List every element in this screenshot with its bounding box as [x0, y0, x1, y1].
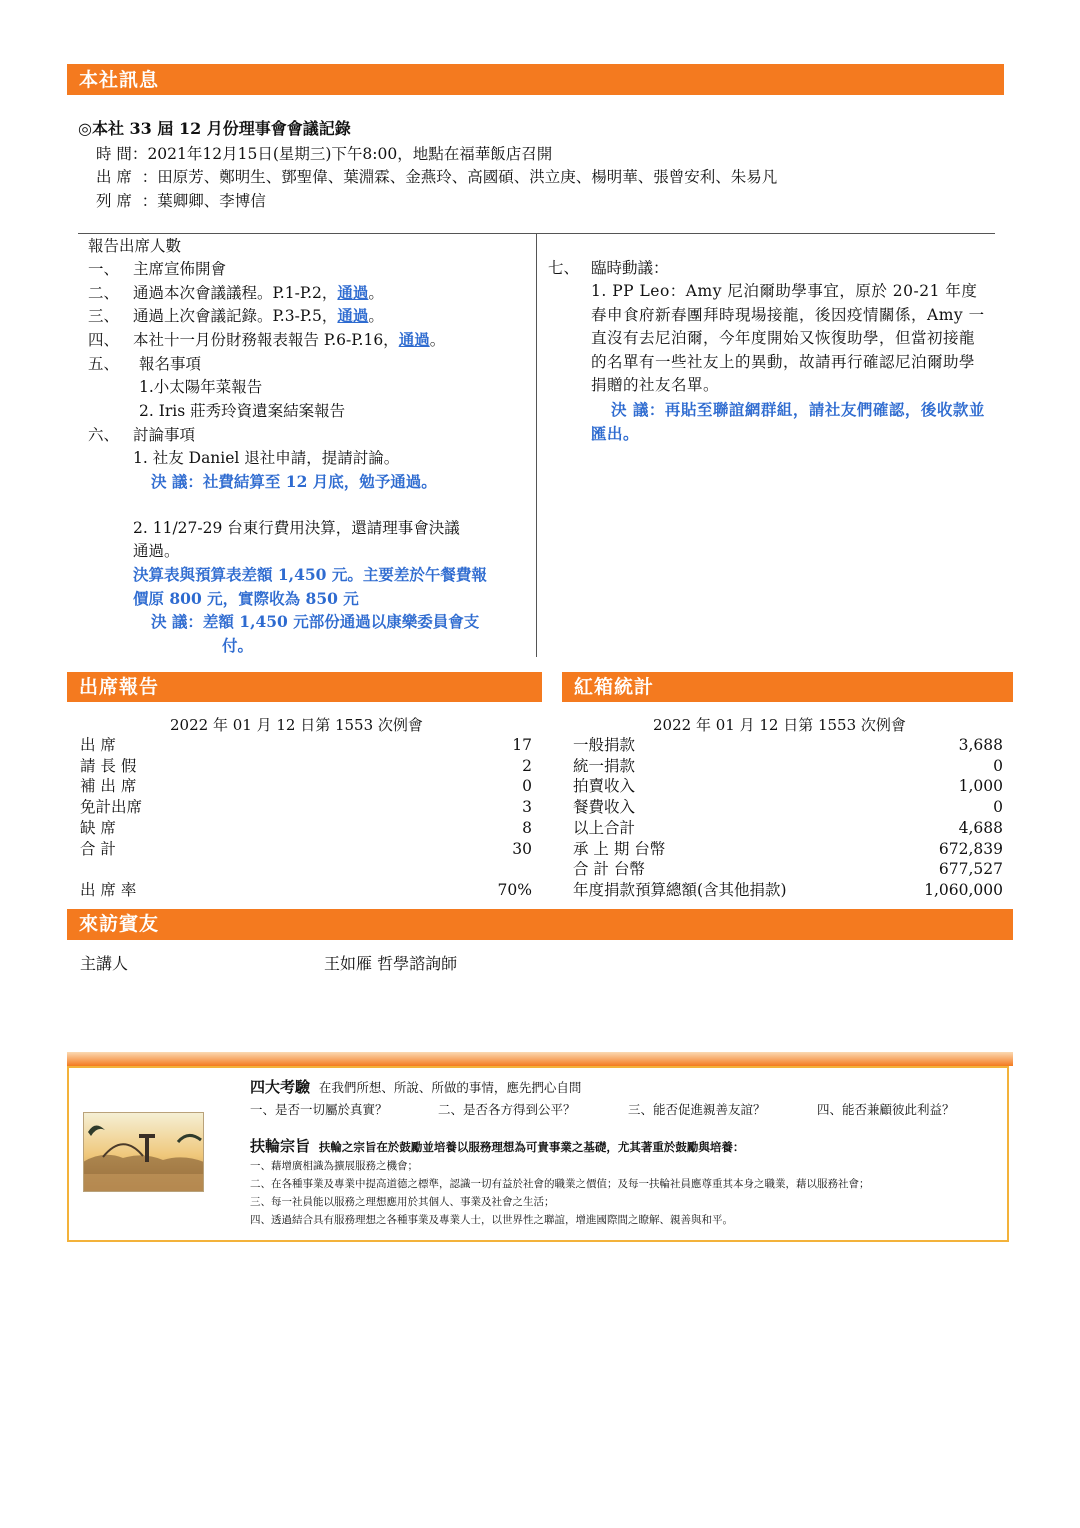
agenda-item-4-pass: 通過 — [398, 330, 430, 349]
attendance-row-value: 17 — [512, 736, 532, 754]
discussion-2-note-1: 決算表與預算表差額 1,450 元。主要差於午餐費報 — [133, 565, 487, 584]
agenda-num-4: 四、 — [88, 331, 120, 349]
test-q2: 二、是否各方得到公平？ — [438, 1102, 576, 1117]
test-q4: 四、能否兼顧彼此利益？ — [817, 1102, 955, 1117]
observer-value: ：葉卿卿、李博信 — [141, 192, 266, 210]
agenda-item-2-text: 通過本次會議議程。P.1-P.2， — [133, 284, 338, 302]
object-3: 三、每一社員能以服務之理想應用於其個人、事業及社會之生活； — [250, 1196, 555, 1208]
discussion-1-resolution: 決 議：社費結算至 12 月底，勉予通過。 — [151, 472, 437, 491]
discussion-2-resolution-1: 決 議：差額 1,450 元部份通過以康樂委員會支 — [151, 612, 480, 631]
meeting-title: ◎本社 33 屆 12 月份理事會會議記錄 — [78, 119, 351, 138]
attendance-row-label: 免計出席 — [80, 798, 143, 817]
speaker-value: 王如雁 哲學諮詢師 — [324, 954, 458, 973]
redbox-row-value: 672,839 — [938, 839, 1003, 858]
redbox-row-value: 1,000 — [958, 777, 1003, 796]
motion-1-resolution: 決 議：再貼至聯誼網群組，請社友們確認，後收款並匯出。 — [591, 400, 985, 443]
attendance-row-label: 補 出 席 — [80, 777, 137, 796]
object-4: 四、透過結合具有服務理想之各種事業及專業人士，以世界性之聯誼，增進國際間之瞭解、親善與和平。 — [250, 1214, 733, 1226]
section-bar-redbox: 紅箱統計 — [562, 672, 1013, 702]
redbox-row-label: 年度捐款預算總額(含其他捐款) — [573, 881, 787, 899]
redbox-row-label: 合 計 台幣 — [573, 860, 645, 879]
speaker-label: 主講人 — [80, 954, 129, 973]
agenda-item-4: 本社十一月份財務報表報告 P.6-P.16，通過。 — [133, 330, 446, 349]
agenda-num-1: 一、 — [88, 260, 120, 278]
attendance-row-label: 合 計 — [80, 839, 116, 858]
meeting-present — [96, 166, 777, 188]
rotary-object-subtitle: 扶輪之宗旨在於鼓勵並培養以服務理想為可貴事業之基礎，尤其著重於鼓勵與培養： — [318, 1140, 745, 1154]
agenda-divider — [536, 233, 537, 657]
agenda-item-5a: 1.小太陽年菜報告 — [139, 378, 263, 396]
attendance-row-value: 2 — [522, 756, 532, 775]
agenda-item-2: 通過本次會議議程。P.1-P.2，通過。 — [133, 283, 384, 302]
attendance-row-value: 0 — [522, 777, 532, 796]
four-way-test-title: 四大考驗 — [250, 1078, 311, 1096]
redbox-row-value: 1,060,000 — [924, 881, 1003, 899]
agenda-item-6: 討論事項 — [133, 426, 196, 444]
time-value: 2021年12月15日(星期三)下午8:00，地點在福華飯店召開 — [147, 145, 553, 163]
discussion-2-line2: 通過。 — [133, 542, 180, 560]
attendance-rate-label: 出 席 率 — [80, 881, 137, 899]
test-q3: 三、能否促進親善友誼？ — [628, 1102, 766, 1117]
observer-label: 列 席 — [96, 192, 132, 210]
agenda-item-7: 臨時動議： — [591, 259, 669, 277]
attendance-row-label: 出 席 — [80, 736, 116, 754]
attendance-row-value: 30 — [512, 839, 532, 858]
attendance-row-value: 3 — [522, 798, 532, 817]
agenda-num-6: 六、 — [88, 426, 120, 444]
discussion-1: 1. 社友 Daniel 退社申請，提請討論。 — [133, 449, 400, 467]
agenda-item-4-text: 本社十一月份財務報表報告 P.6-P.16， — [133, 331, 399, 349]
discussion-2-line1: 2. 11/27-29 台東行費用決算，還請理事會決議 — [133, 519, 460, 537]
footer-top-band — [67, 1052, 1013, 1066]
four-way-test — [250, 1076, 581, 1099]
agenda-head: 報告出席人數 — [88, 237, 182, 255]
attendance-row-label: 缺 席 — [80, 818, 116, 837]
present-label: 出 席 — [96, 168, 132, 186]
attendance-row-value: 8 — [522, 818, 532, 837]
present-value: ：田原芳、鄭明生、鄧聖偉、葉淵霖、金燕玲、高國碩、洪立庚、楊明華、張曾安利、朱易凡 — [141, 168, 778, 186]
redbox-row-label: 拍賣收入 — [573, 777, 636, 796]
redbox-row-value: 3,688 — [958, 736, 1003, 754]
object-2: 二、在各種事業及專業中提高道德之標準，認識一切有益於社會的職業之價值；及每一扶輪社員應尊重其本身之職業，藉以服務社會； — [250, 1178, 870, 1190]
test-q1: 一、是否一切屬於真實？ — [250, 1102, 388, 1117]
agenda-item-1: 主席宣佈開會 — [133, 260, 227, 278]
agenda-item-3-pass: 通過 — [337, 306, 369, 325]
rotary-object-title: 扶輪宗旨 — [250, 1137, 311, 1155]
section-bar-visitors: 來訪賓友 — [67, 909, 1013, 940]
agenda-item-3-text: 通過上次會議記錄。P.3-P.5， — [133, 307, 338, 325]
section-bar-attendance: 出席報告 — [67, 672, 542, 702]
agenda-num-2: 二、 — [88, 284, 120, 302]
agenda-item-5: 報名事項 — [139, 355, 202, 373]
attendance-rate-value: 70% — [497, 881, 532, 899]
landscape-painting — [83, 1112, 204, 1192]
attendance-row-label: 請 長 假 — [80, 756, 137, 775]
motion-1: 1. PP Leo：Amy 尼泊爾助學事宜，原於 20-21 年度春申食府新春團拜時現場接龍，後因疫情關係，Amy 一直沒有去尼泊爾，今年度開始又恢復助學，但當初接龍的名單有一些社友上的異動，故請再行確認尼泊爾助學捐贈的社友名單。 — [591, 282, 985, 394]
section-bar-news: 本社訊息 — [67, 64, 1004, 95]
redbox-row-label: 一般捐款 — [573, 736, 636, 754]
redbox-row-label: 餐費收入 — [573, 798, 636, 817]
meeting-time — [96, 143, 552, 165]
agenda-item-3: 通過上次會議記錄。P.3-P.5，通過。 — [133, 306, 384, 325]
time-label: 時 間： — [96, 145, 148, 163]
redbox-row-value: 677,527 — [938, 860, 1003, 879]
agenda-num-3: 三、 — [88, 307, 120, 325]
attendance-date: 2022 年 01 月 12 日第 1553 次例會 — [170, 716, 423, 734]
redbox-row-label: 統一捐款 — [573, 756, 636, 775]
meeting-observer — [96, 190, 266, 212]
redbox-row-label: 承 上 期 台幣 — [573, 839, 666, 858]
agenda-item-2-pass: 通過 — [337, 283, 369, 302]
rotary-object — [250, 1135, 744, 1158]
redbox-row-value: 0 — [993, 798, 1003, 817]
agenda-num-7: 七、 — [548, 259, 580, 277]
redbox-row-value: 4,688 — [958, 818, 1003, 837]
object-1: 一、藉增廣相識為擴展服務之機會； — [250, 1160, 418, 1172]
agenda-num-5: 五、 — [88, 355, 120, 373]
agenda-item-5b: 2. Iris 莊秀玲資遺案結案報告 — [139, 402, 346, 420]
redbox-row-label: 以上合計 — [573, 818, 636, 837]
discussion-2-note-2: 價原 800 元，實際收為 850 元 — [133, 589, 359, 608]
redbox-row-value: 0 — [993, 756, 1003, 775]
four-way-test-subtitle: 在我們所想、所說、所做的事情，應先捫心自問 — [318, 1080, 582, 1095]
discussion-2-resolution-2: 付。 — [222, 636, 254, 655]
redbox-date: 2022 年 01 月 12 日第 1553 次例會 — [653, 716, 906, 734]
